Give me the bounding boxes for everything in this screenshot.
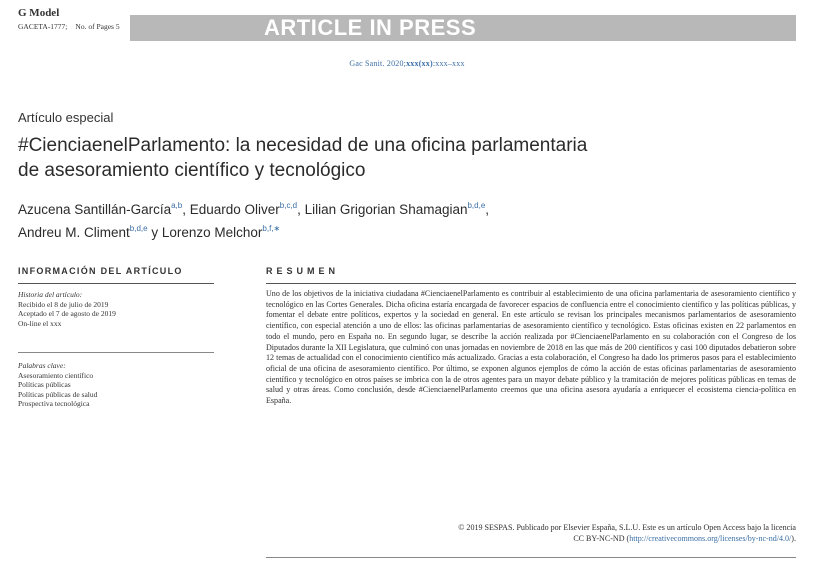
banner-text: ARTICLE IN PRESS <box>264 15 477 40</box>
abstract-text: Uno de los objetivos de la iniciativa ciudadana #CienciaenelParlamento es contribuir al establecimiento de una oficina parlamentaria de asesoramiento científico y tecnológico en las Cortes Generales. Dicha oficina estaría encargada de favorecer espacios de confluencia entre el conocimiento científico y las políticas públicas, y fomentar el debate entre políticos, expertos y la sociedad en general. En este artículo se revisan los principales mecanismos parlamentarios de asesoramiento científico, con especial atención a uno de ellos: las oficinas parlamentarias de asesoramiento científico y tecnológico. Estas oficinas existen en 22 parlamentos en todo el mundo, pero en España no. En segundo lugar, se describe la acción realizada por #CienciaenelParlamento en su colaboración con el Congreso de los Diputados durante la XII Legislatura, que culminó con unas jornadas en noviembre de 2018 en las que más de 200 científicos y casi 100 diputados debatieron sobre 12 temas de actualidad con el conocimiento científico más actualizado. Gracias a esta colaboración, el Congreso ha dado los primeros pasos para el establecimiento oficial de una oficina de asesoramiento científico. Por último, se exponen algunos ejemplos de cómo la acción de estas oficinas parlamentarias de asesoramiento científico y tecnológico en otros países se imbrica con la de otros agentes para un mayor debate público y la tramitación de mejores políticas públicas en temas de salud y otras áreas. Como conclusión, desde #CienciaenelParlamento creemos que una oficina asesora ayudaría a enriquecer el ecosistema ciencia-política en España. <box>266 289 796 406</box>
keyword-item: Asesoramiento científico <box>18 370 94 380</box>
keyword-item: Prospectiva tecnológica <box>18 399 90 408</box>
abstract-heading: RESUMEN <box>266 266 340 276</box>
copyright-line-1: © 2019 SESPAS. Publicado por Elsevier España, S.L.U. Este es un artículo Open Access bajo la licencia <box>458 523 796 532</box>
keywords <box>18 361 213 409</box>
author-name[interactable]: Lorenzo Melchor <box>161 225 263 240</box>
author-list <box>18 196 698 242</box>
model-label: G Model <box>18 7 60 19</box>
info-divider-mid <box>18 352 214 353</box>
copyright-line-2: CC BY-NC-ND (http://creativecommons.org/licenses/by-nc-nd/4.0/). <box>573 533 796 543</box>
page-count: No. of Pages 5 <box>75 22 120 31</box>
author-affiliation[interactable]: b,c,d <box>279 201 298 210</box>
journal-volume: xxx(xx) <box>406 59 433 68</box>
abstract-divider-top <box>266 283 796 284</box>
author-line-2: Andreu M. Climent$^{b,d,e}$ y Lorenzo Melchor$^{b,f,∗}$ <box>18 224 281 240</box>
article-info-heading: INFORMACIÓN DEL ARTÍCULO <box>18 266 183 276</box>
author-name[interactable]: Azucena Santillán-García <box>18 202 172 217</box>
keyword-item: Políticas públicas de salud <box>18 389 98 399</box>
received-date: Recibido el 8 de julio de 2019 <box>18 299 109 309</box>
manuscript-ref <box>18 23 120 31</box>
journal-ref: Gac Sanit. 2020; <box>349 59 407 68</box>
accepted-date: Aceptado el 7 de agosto de 2019 <box>18 309 116 318</box>
online-date: On-line el xxx <box>18 318 62 328</box>
author-name[interactable]: Andreu M. Climent <box>18 225 130 240</box>
author-line-1: Azucena Santillán-García$^{a,b}$, Eduardo Oliver$^{b,c,d}$, Lilian Grigorian Shamagian$^{b,d,e}$, <box>18 201 490 217</box>
history-label: Historia del artículo: <box>18 290 83 299</box>
title-line-1: #CienciaenelParlamento: la necesidad de una oficina parlamentaria <box>18 135 588 156</box>
section-type: Artículo especial <box>18 110 114 125</box>
article-history <box>18 290 213 328</box>
author-affiliation[interactable]: a,b <box>171 201 183 210</box>
journal-citation[interactable] <box>0 59 814 68</box>
author-name[interactable]: Eduardo Oliver <box>189 202 280 217</box>
abstract-divider-bottom <box>266 557 796 558</box>
license-link[interactable]: http://creativecommons.org/licenses/by-nc-nd/4.0/ <box>629 533 792 543</box>
author-affiliation[interactable]: b,d,e <box>467 201 486 210</box>
header-meta <box>18 8 120 31</box>
keyword-item: Políticas públicas <box>18 380 71 389</box>
info-divider-top <box>18 283 214 284</box>
copyright-notice <box>266 523 796 544</box>
article-in-press-banner <box>130 15 796 41</box>
article-title <box>18 133 718 183</box>
author-affiliation[interactable]: b,f,∗ <box>262 224 281 233</box>
journal-pages: :xxx–xxx <box>432 59 465 68</box>
author-name[interactable]: Lilian Grigorian Shamagian <box>304 202 468 217</box>
author-affiliation[interactable]: b,d,e <box>129 224 148 233</box>
keywords-label: Palabras clave: <box>18 361 66 370</box>
ref-code: GACETA-1777; <box>18 22 68 31</box>
title-line-2: de asesoramiento científico y tecnológico <box>18 160 366 181</box>
